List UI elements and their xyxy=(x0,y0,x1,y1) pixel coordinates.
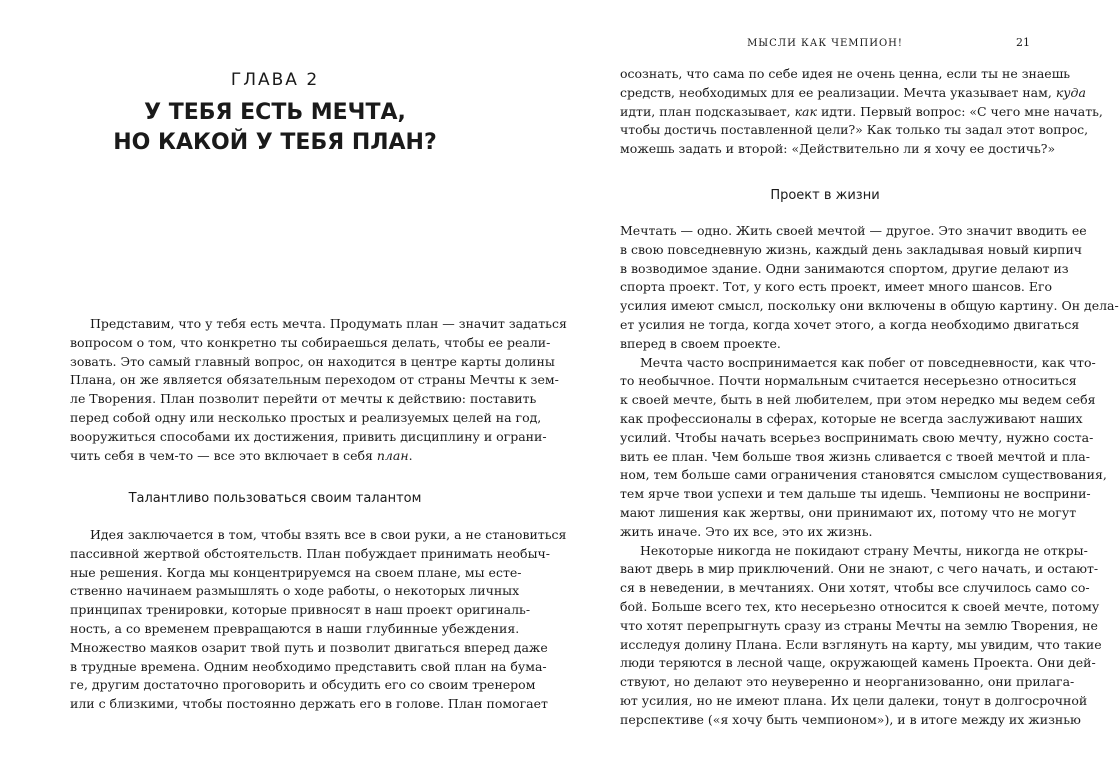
text-line: ные решения. Когда мы концентрируемся на своем плане, мы есте- xyxy=(70,564,522,580)
right-continuation-paragraph xyxy=(620,65,1103,159)
text-line: вают дверь в мир приключений. Они не знают, с чего начать, и остают- xyxy=(620,561,1099,577)
text-line: вить ее план. Чем больше твоя жизнь сливается с твоей мечтой и пла- xyxy=(620,448,1090,464)
text-line: принципах тренировки, которые привносят в наш проект оригиналь- xyxy=(70,602,531,618)
running-head: МЫСЛИ КАК ЧЕМПИОН! xyxy=(747,38,903,49)
text-line: пассивной жертвой обстоятельств. План побуждает принимать необыч- xyxy=(70,545,551,561)
text-line: Идея заключается в том, чтобы взять все в свои руки, а не становиться xyxy=(90,527,567,542)
text-line xyxy=(620,103,1103,122)
page-number: 21 xyxy=(1016,36,1030,49)
text-line: ле Творения. План позволит перейти от мечты к действию: поставить xyxy=(70,391,537,407)
text-segment: . xyxy=(408,447,413,463)
italic-word: как xyxy=(794,103,817,119)
left-section-paragraph xyxy=(70,526,567,714)
text-segment: идти, план подсказывает, xyxy=(620,103,795,119)
italic-word: куда xyxy=(1055,84,1086,100)
text-line: в свою повседневную жизнь, каждый день закладывая новый кирпич xyxy=(620,241,1083,257)
text-line: тем ярче твои успехи и тем дальше ты идешь. Чемпионы не восприни- xyxy=(620,486,1091,502)
text-line xyxy=(70,447,480,466)
text-line: в возводимое здание. Одни занимаются спортом, другие делают из xyxy=(620,260,1069,276)
right-section-body xyxy=(620,222,1119,730)
text-line: бой. Больше всего тех, кто несерьезно относится к своей мечте, потому xyxy=(620,598,1100,614)
text-line: Плана, он же является обязательным переходом от страны Мечты к зем- xyxy=(70,372,559,388)
text-line: что хотят перепрыгнуть сразу из страны Мечты на землю Творения, не xyxy=(620,617,1098,633)
text-line: или с близкими, чтобы постоянно держать его в голове. План помогает xyxy=(70,696,548,712)
chapter-title xyxy=(70,98,480,158)
text-line: ственно начинаем размышлять о ходе работы, о некоторых личных xyxy=(70,583,520,599)
text-segment: идти. Первый вопрос: «С чего мне начать, xyxy=(816,103,1103,119)
text-line: осознать, что сама по себе идея не очень ценна, если ты не знаешь xyxy=(620,66,1071,81)
text-line: вперед в своем проекте. xyxy=(620,335,781,351)
italic-word: план xyxy=(376,447,409,463)
text-line: спорта проект. Тот, у кого есть проект, имеет много шансов. Его xyxy=(620,279,1053,295)
text-line: ся в неведении, в мечтаниях. Они хотят, чтобы все случилось само со- xyxy=(620,580,1090,596)
text-line: Мечта часто воспринимается как побег от повседневности, как что- xyxy=(640,354,1096,370)
text-line: вооружиться способами их достижения, привить дисциплину и ограни- xyxy=(70,428,547,444)
text-line: усилий. Чтобы начать всерьез воспринимать свою мечту, нужно соста- xyxy=(620,429,1094,445)
text-line: как профессионалы в сферах, которые не всегда заслуживают наших xyxy=(620,410,1083,426)
section-heading: Талантливо пользоваться своим талантом xyxy=(128,491,422,506)
text-line xyxy=(620,84,1086,103)
text-line: Мечтать — одно. Жить своей мечтой — другое. Это значит вводить ее xyxy=(620,223,1087,238)
text-line: перед собой одну или несколько простых и реализуемых целей на год, xyxy=(70,409,542,425)
text-line: ет усилия не тогда, когда хочет этого, а когда необходимо двигаться xyxy=(620,316,1080,332)
text-line: чтобы достичь поставленной цели?» Как только ты задал этот вопрос, xyxy=(620,122,1089,138)
text-line: Некоторые никогда не покидают страну Мечты, никогда не откры- xyxy=(640,542,1088,558)
text-line: люди теряются в лесной чаще, окружающей камень Проекта. Они дей- xyxy=(620,655,1096,671)
chapter-title-line: НО КАКОЙ У ТЕБЯ ПЛАН? xyxy=(113,130,437,155)
text-segment: средств, необходимых для ее реализации. Мечта указывает нам, xyxy=(620,84,1056,100)
text-line: Множество маяков озарит твой путь и позволит двигаться вперед даже xyxy=(70,639,548,655)
text-line: жить иначе. Это их все, это их жизнь. xyxy=(620,523,873,539)
text-line: Представим, что у тебя есть мечта. Продумать план — значит задаться xyxy=(90,316,567,331)
text-line: к своей мечте, быть в ней любителем, при этом нередко мы ведем себя xyxy=(620,392,1096,408)
text-line: перспективе («я хочу быть чемпионом»), и в итоге между их жизнью xyxy=(620,711,1081,727)
text-line: можешь задать и второй: «Действительно ли я хочу ее достичь?» xyxy=(620,141,1056,157)
text-line: ном, тем больше сами ограничения становятся смыслом существования, xyxy=(620,467,1107,483)
text-line: то необычное. Почти нормальным считается несерьезно относиться xyxy=(620,373,1077,389)
chapter-label: ГЛАВА 2 xyxy=(230,70,320,90)
text-line: ствуют, но делают это неуверенно и неорганизованно, они прилага- xyxy=(620,674,1075,690)
chapter-title-line: У ТЕБЯ ЕСТЬ МЕЧТА, xyxy=(144,100,406,125)
text-line: ют усилия, но не имеют плана. Их цели далеки, тонут в долгосрочной xyxy=(620,692,1088,708)
text-line: мают лишения как жертвы, они принимают их, потому что не могут xyxy=(620,504,1077,520)
text-line: ность, а со временем превращаются в наши глубинные убеждения. xyxy=(70,620,520,636)
text-line: вопросом о том, что конкретно ты собираешься делать, чтобы ее реали- xyxy=(70,334,551,350)
left-intro-paragraph xyxy=(70,315,567,465)
text-line: ге, другим достаточно проговорить и обсудить его со своим тренером xyxy=(70,677,536,693)
text-line: зовать. Это самый главный вопрос, он находится в центре карты долины xyxy=(70,353,555,369)
text-segment: чить себя в чем-то — все это включает в себя xyxy=(70,447,377,463)
text-line: в трудные времена. Одним необходимо представить свой план на бума- xyxy=(70,658,547,674)
text-line: усилия имеют смысл, поскольку они включены в общую картину. Он дела- xyxy=(620,298,1119,314)
section-heading: Проект в жизни xyxy=(770,188,880,203)
text-line: исследуя долину Плана. Если взглянуть на карту, мы увидим, что такие xyxy=(620,636,1102,652)
